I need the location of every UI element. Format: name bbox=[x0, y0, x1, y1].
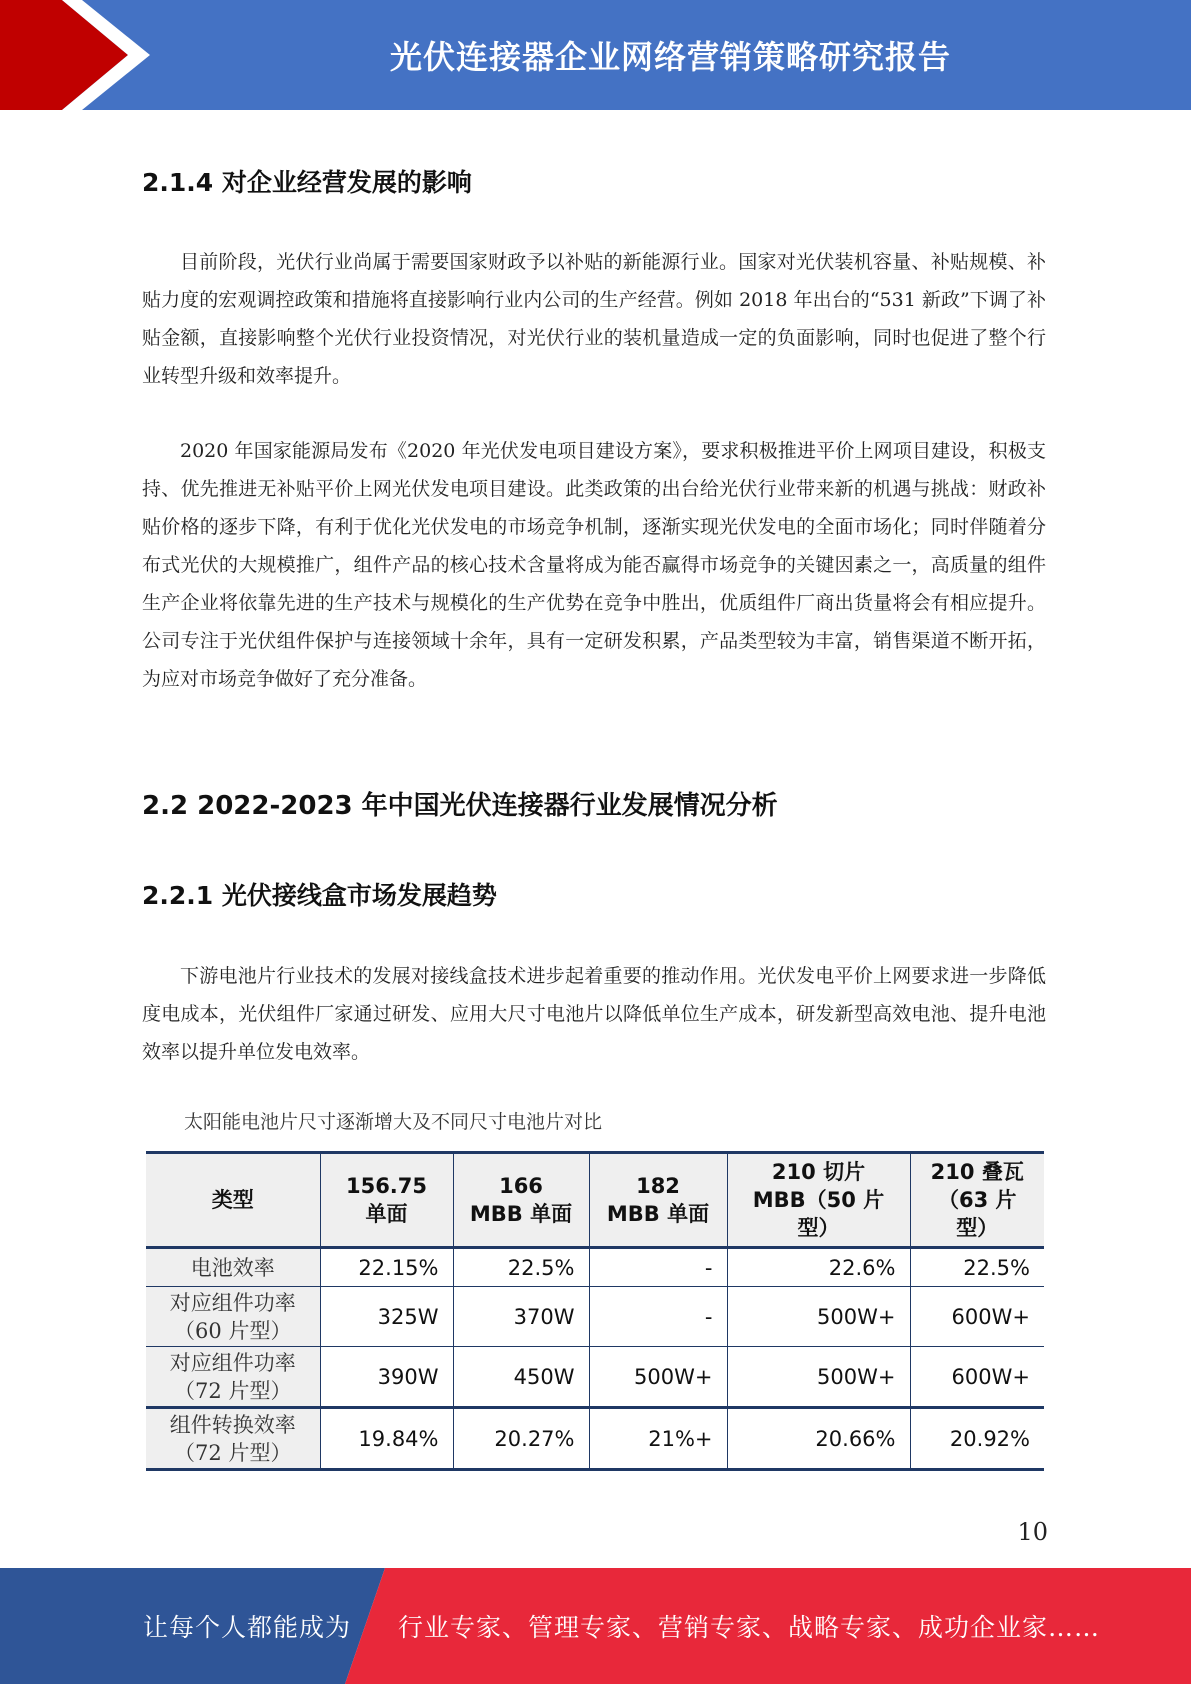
table-cell: - bbox=[589, 1248, 727, 1287]
heading-2-1-4: 2.1.4 对企业经营发展的影响 bbox=[142, 168, 472, 197]
table-cell: 450W bbox=[453, 1347, 589, 1408]
heading-2-2: 2.2 2022-2023 年中国光伏连接器行业发展情况分析 bbox=[142, 791, 778, 821]
table-row bbox=[146, 1248, 1044, 1287]
heading-2-2-1: 2.2.1 光伏接线盒市场发展趋势 bbox=[142, 881, 497, 910]
table-cell: 22.15% bbox=[320, 1248, 453, 1287]
table-cell: 20.66% bbox=[727, 1408, 910, 1470]
header-cell: 类型 bbox=[146, 1153, 320, 1248]
table-cell: 21%+ bbox=[589, 1408, 727, 1470]
header-cell: 166 MBB 单面 bbox=[453, 1153, 589, 1248]
header-cell: 210 切片 MBB（50 片 型） bbox=[727, 1153, 910, 1248]
table-row bbox=[146, 1287, 1044, 1347]
header-cell: 210 叠瓦 （63 片 型） bbox=[910, 1153, 1044, 1248]
cell-comparison-table-wrapper bbox=[146, 1151, 1044, 1471]
table-row bbox=[146, 1347, 1044, 1408]
table-row bbox=[146, 1408, 1044, 1470]
table-cell: 600W+ bbox=[910, 1347, 1044, 1408]
footer-slogan-right: 行业专家、管理专家、营销专家、战略专家、成功企业家…… bbox=[398, 1613, 1101, 1642]
table-header-row bbox=[146, 1153, 1044, 1248]
table-cell: 22.6% bbox=[727, 1248, 910, 1287]
paragraph-policy-impact: 目前阶段，光伏行业尚属于需要国家财政予以补贴的新能源行业。国家对光伏装机容量、补贴规模、补贴力度的宏观调控政策和措施将直接影响行业内公司的生产经营。例如 2018 年出台的“531 新政”下调了补贴金额，直接影响整个光伏行业投资情况，对光伏行业的装机量造成一定的负面影响，同时也促进了整个行业转型升级和效率提升。 bbox=[142, 251, 1046, 387]
table-cell: - bbox=[589, 1287, 727, 1347]
table-caption: 太阳能电池片尺寸逐渐增大及不同尺寸电池片对比 bbox=[184, 1111, 603, 1133]
table-cell: 500W+ bbox=[589, 1347, 727, 1408]
row-label: 对应组件功率 （60 片型） bbox=[146, 1287, 320, 1347]
paragraph-2020-policy: 2020 年国家能源局发布《2020 年光伏发电项目建设方案》，要求积极推进平价上网项目建设，积极支持、优先推进无补贴平价上网光伏发电项目建设。此类政策的出台给光伏行业带来新的机遇与挑战：财政补贴价格的逐步下降，有利于优化光伏发电的市场竞争机制，逐渐实现光伏发电的全面市场化；同时伴随着分布式光伏的大规模推广，组件产品的核心技术含量将成为能否赢得市场竞争的关键因素之一，高质量的组件生产企业将依靠先进的生产技术与规模化的生产优势在竞争中胜出，优质组件厂商出货量将会有相应提升。公司专注于光伏组件保护与连接领域十余年，具有一定研发积累，产品类型较为丰富，销售渠道不断开拓，为应对市场竞争做好了充分准备。 bbox=[142, 440, 1046, 690]
footer-slogan-left: 让每个人都能成为 bbox=[143, 1613, 352, 1642]
report-title: 光伏连接器企业网络营销策略研究报告 bbox=[389, 38, 951, 76]
cell-comparison-table bbox=[146, 1151, 1044, 1471]
paragraph-junction-box-trend: 下游电池片行业技术的发展对接线盒技术进步起着重要的推动作用。光伏发电平价上网要求进一步降低度电成本，光伏组件厂家通过研发、应用大尺寸电池片以降低单位生产成本，研发新型高效电池、提升电池效率以提升单位发电效率。 bbox=[142, 965, 1046, 1063]
header-cell: 156.75 单面 bbox=[320, 1153, 453, 1248]
footer-banner bbox=[0, 1568, 1191, 1684]
table-cell: 20.27% bbox=[453, 1408, 589, 1470]
table-cell: 600W+ bbox=[910, 1287, 1044, 1347]
page-number: 10 bbox=[1017, 1518, 1048, 1546]
table-cell: 325W bbox=[320, 1287, 453, 1347]
table-cell: 370W bbox=[453, 1287, 589, 1347]
row-label: 电池效率 bbox=[146, 1248, 320, 1287]
table-cell: 390W bbox=[320, 1347, 453, 1408]
header-cell: 182 MBB 单面 bbox=[589, 1153, 727, 1248]
table-cell: 19.84% bbox=[320, 1408, 453, 1470]
table-cell: 20.92% bbox=[910, 1408, 1044, 1470]
row-label: 组件转换效率 （72 片型） bbox=[146, 1408, 320, 1470]
table-cell: 22.5% bbox=[453, 1248, 589, 1287]
table-cell: 22.5% bbox=[910, 1248, 1044, 1287]
row-label: 对应组件功率 （72 片型） bbox=[146, 1347, 320, 1408]
table-cell: 500W+ bbox=[727, 1347, 910, 1408]
header-banner bbox=[0, 0, 1191, 110]
table-cell: 500W+ bbox=[727, 1287, 910, 1347]
